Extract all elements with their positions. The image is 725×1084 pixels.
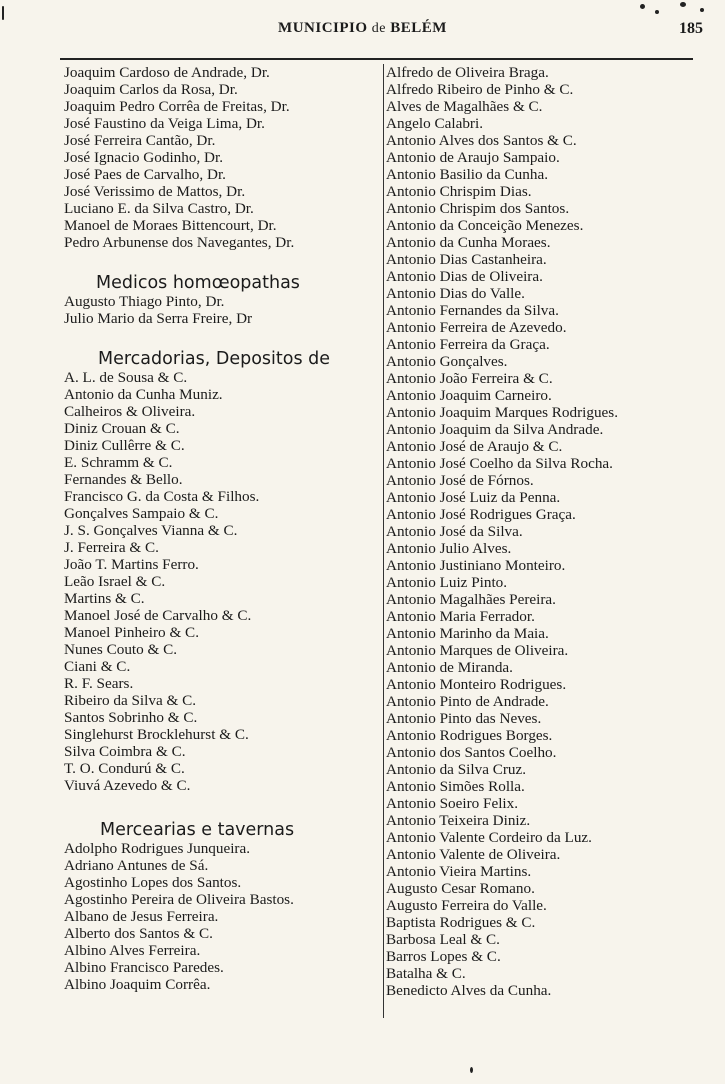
list-item: Antonio da Cunha Moraes. xyxy=(386,234,551,251)
doctors-list xyxy=(64,64,376,251)
list-item: Antonio Ferreira da Graça. xyxy=(386,336,550,353)
left-column xyxy=(64,64,376,993)
list-item: E. Schramm & C. xyxy=(64,454,173,471)
section-title-homoeopathas: Medicos homœopathas xyxy=(96,273,300,293)
list-item: Viuvá Azevedo & C. xyxy=(64,777,191,794)
list-item: Antonio Julio Alves. xyxy=(386,540,512,557)
list-item: Augusto Ferreira do Valle. xyxy=(386,897,547,914)
list-item: Antonio João Ferreira & C. xyxy=(386,370,553,387)
list-item: Luciano E. da Silva Castro, Dr. xyxy=(64,200,254,217)
list-item: Alfredo de Oliveira Braga. xyxy=(386,64,549,81)
list-item: Ciani & C. xyxy=(64,658,131,675)
list-item: Adriano Antunes de Sá. xyxy=(64,857,209,874)
list-item: Gonçalves Sampaio & C. xyxy=(64,505,219,522)
list-item: Singlehurst Brocklehurst & C. xyxy=(64,726,249,743)
ink-speck xyxy=(470,1067,473,1073)
list-item: Albano de Jesus Ferreira. xyxy=(64,908,219,925)
list-item: Antonio Monteiro Rodrigues. xyxy=(386,676,567,693)
list-item: Antonio Dias de Oliveira. xyxy=(386,268,543,285)
list-item: Antonio Marques de Oliveira. xyxy=(386,642,569,659)
list-item: Albino Alves Ferreira. xyxy=(64,942,201,959)
list-item: Diniz Cullêrre & C. xyxy=(64,437,185,454)
list-item: Silva Coimbra & C. xyxy=(64,743,186,760)
list-item: Joaquim Pedro Corrêa de Freitas, Dr. xyxy=(64,98,290,115)
list-item: Ribeiro da Silva & C. xyxy=(64,692,197,709)
list-item: Calheiros & Oliveira. xyxy=(64,403,196,420)
list-item: Antonio Dias do Valle. xyxy=(386,285,525,302)
list-item: Barbosa Leal & C. xyxy=(386,931,500,948)
list-item: João T. Martins Ferro. xyxy=(64,556,199,573)
list-item: Antonio Valente de Oliveira. xyxy=(386,846,561,863)
list-item: Antonio Chrispim Dias. xyxy=(386,183,532,200)
right-column xyxy=(383,64,716,1018)
list-item: Antonio Joaquim Marques Rodrigues. xyxy=(386,404,619,421)
list-item: Antonio Joaquim da Silva Andrade. xyxy=(386,421,604,438)
title-city: BELÉM xyxy=(390,20,447,36)
list-item: Antonio da Cunha Muniz. xyxy=(64,386,223,403)
list-item: Manoel de Moraes Bittencourt, Dr. xyxy=(64,217,277,234)
ink-speck xyxy=(680,2,686,7)
list-item: Antonio dos Santos Coelho. xyxy=(386,744,557,761)
list-item: Antonio José Luiz da Penna. xyxy=(386,489,561,506)
list-item: Antonio da Conceição Menezes. xyxy=(386,217,584,234)
list-item: Pedro Arbunense dos Navegantes, Dr. xyxy=(64,234,295,251)
list-item: Joaquim Cardoso de Andrade, Dr. xyxy=(64,64,270,81)
list-item: Antonio Ferreira de Azevedo. xyxy=(386,319,567,336)
list-item: Baptista Rodrigues & C. xyxy=(386,914,536,931)
list-item: Diniz Crouan & C. xyxy=(64,420,180,437)
list-item: Antonio Maria Ferrador. xyxy=(386,608,535,625)
list-item: Antonio Magalhães Pereira. xyxy=(386,591,556,608)
list-item: Francisco G. da Costa & Filhos. xyxy=(64,488,260,505)
list-item: Batalha & C. xyxy=(386,965,466,982)
list-item: Manoel José de Carvalho & C. xyxy=(64,607,252,624)
list-item: José Ignacio Godinho, Dr. xyxy=(64,149,224,166)
ink-speck xyxy=(2,6,4,20)
header-rule xyxy=(60,58,693,60)
list-item: Santos Sobrinho & C. xyxy=(64,709,198,726)
list-item: Alves de Magalhães & C. xyxy=(386,98,543,115)
list-item: Antonio Simões Rolla. xyxy=(386,778,525,795)
title-de: de xyxy=(371,21,387,36)
list-item: Antonio José Coelho da Silva Rocha. xyxy=(386,455,613,472)
list-item: Antonio Teixeira Diniz. xyxy=(386,812,531,829)
list-item: R. F. Sears. xyxy=(64,675,134,692)
mercearias-list xyxy=(64,840,376,993)
list-item: T. O. Condurú & C. xyxy=(64,760,185,777)
ink-speck xyxy=(700,8,704,12)
list-item: Manoel Pinheiro & C. xyxy=(64,624,199,641)
list-item: Julio Mario da Serra Freire, Dr xyxy=(64,310,253,327)
list-item: Martins & C. xyxy=(64,590,145,607)
list-item: Antonio José de Araujo & C. xyxy=(386,438,563,455)
list-item: Antonio Fernandes da Silva. xyxy=(386,302,559,319)
list-item: Antonio Rodrigues Borges. xyxy=(386,727,553,744)
ink-speck xyxy=(640,4,645,9)
list-item: Agostinho Lopes dos Santos. xyxy=(64,874,242,891)
list-item: José Faustino da Veiga Lima, Dr. xyxy=(64,115,265,132)
list-item: Antonio Alves dos Santos & C. xyxy=(386,132,577,149)
list-item: Angelo Calabri. xyxy=(386,115,484,132)
list-item: Leão Israel & C. xyxy=(64,573,166,590)
list-item: Antonio Vieira Martins. xyxy=(386,863,532,880)
list-item: A. L. de Sousa & C. xyxy=(64,369,188,386)
section-title-mercadorias: Mercadorias, Depositos de xyxy=(98,349,331,369)
list-item: Antonio de Miranda. xyxy=(386,659,513,676)
list-item: J. Ferreira & C. xyxy=(64,539,159,556)
list-item: Antonio José da Silva. xyxy=(386,523,523,540)
list-item: José Verissimo de Mattos, Dr. xyxy=(64,183,246,200)
list-item: Antonio Pinto de Andrade. xyxy=(386,693,549,710)
list-item: Alfredo Ribeiro de Pinho & C. xyxy=(386,81,574,98)
list-item: Antonio Chrispim dos Santos. xyxy=(386,200,570,217)
list-item: Antonio José Rodrigues Graça. xyxy=(386,506,576,523)
list-item: Alberto dos Santos & C. xyxy=(64,925,213,942)
page-header xyxy=(0,18,725,48)
list-item: Antonio Gonçalves. xyxy=(386,353,508,370)
title-main: MUNICIPIO xyxy=(278,20,368,36)
list-item: Augusto Thiago Pinto, Dr. xyxy=(64,293,225,310)
list-item: J. S. Gonçalves Vianna & C. xyxy=(64,522,238,539)
list-item: Antonio José de Fórnos. xyxy=(386,472,534,489)
list-item: Antonio Joaquim Carneiro. xyxy=(386,387,552,404)
list-item: Albino Francisco Paredes. xyxy=(64,959,224,976)
list-item: José Ferreira Cantão, Dr. xyxy=(64,132,216,149)
list-item: Albino Joaquim Corrêa. xyxy=(64,976,211,993)
list-item: Antonio Marinho da Maia. xyxy=(386,625,549,642)
list-item: Antonio Soeiro Felix. xyxy=(386,795,519,812)
list-item: Nunes Couto & C. xyxy=(64,641,178,658)
mercadorias-list xyxy=(64,369,376,794)
page-number: 185 xyxy=(679,20,703,37)
list-item: Fernandes & Bello. xyxy=(64,471,183,488)
page-title xyxy=(0,20,725,37)
list-item: Antonio Justiniano Monteiro. xyxy=(386,557,566,574)
list-item: Antonio Valente Cordeiro da Luz. xyxy=(386,829,592,846)
list-item: Antonio Basilio da Cunha. xyxy=(386,166,548,183)
list-item: Agostinho Pereira de Oliveira Bastos. xyxy=(64,891,294,908)
list-item: Antonio de Araujo Sampaio. xyxy=(386,149,560,166)
list-item: José Paes de Carvalho, Dr. xyxy=(64,166,226,183)
list-item: Antonio da Silva Cruz. xyxy=(386,761,527,778)
list-item: Antonio Dias Castanheira. xyxy=(386,251,547,268)
list-item: Barros Lopes & C. xyxy=(386,948,501,965)
list-item: Antonio Pinto das Neves. xyxy=(386,710,542,727)
list-item: Antonio Luiz Pinto. xyxy=(386,574,508,591)
list-item: Joaquim Carlos da Rosa, Dr. xyxy=(64,81,238,98)
section-title-mercearias: Mercearias e tavernas xyxy=(100,820,295,840)
list-item: Benedicto Alves da Cunha. xyxy=(386,982,552,999)
list-item: Augusto Cesar Romano. xyxy=(386,880,535,897)
ink-speck xyxy=(655,10,659,14)
list-item: Adolpho Rodrigues Junqueira. xyxy=(64,840,251,857)
